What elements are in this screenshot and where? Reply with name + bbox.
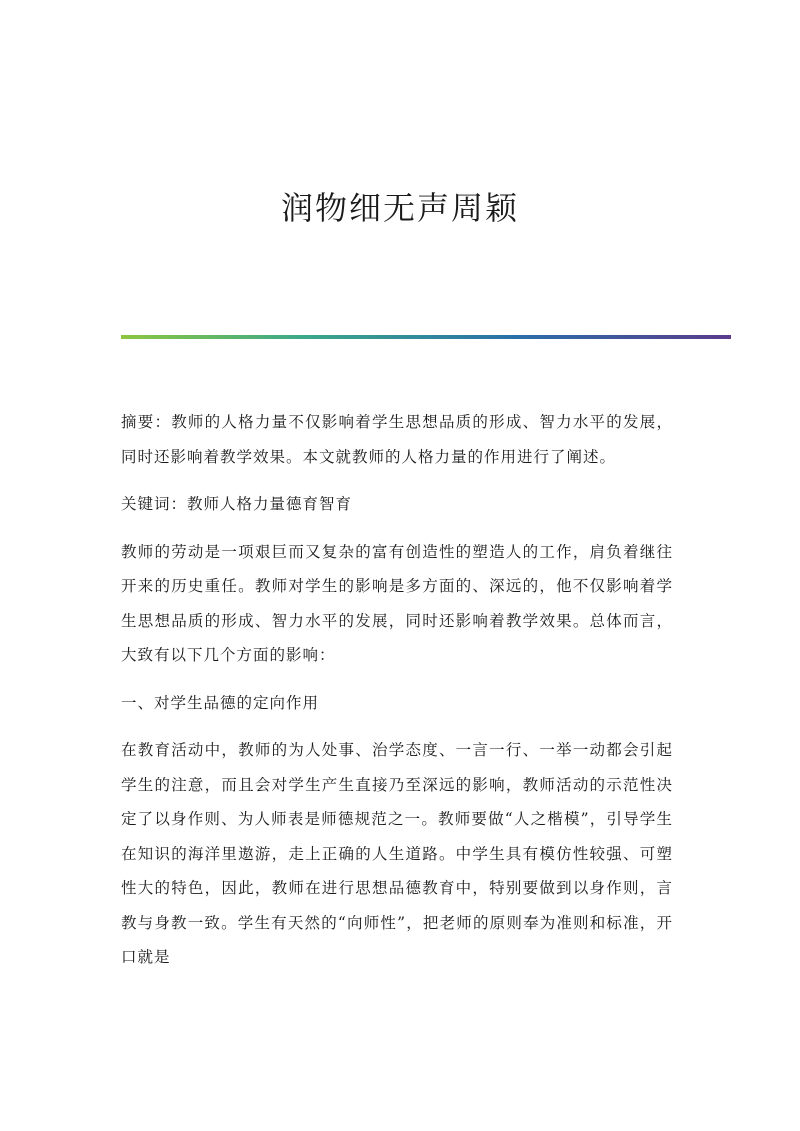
body-paragraph-1: 教师的劳动是一项艰巨而又复杂的富有创造性的塑造人的工作，肩负着继往开来的历史重任。教师对学生的影响是多方面的、深远的，他不仅影响着学生思想品质的形成、智力水平的发展，同时还影响着教学效果。总体而言，大致有以下几个方面的影响： [121,542,673,664]
body-paragraph-2: 在教育活动中，教师的为人处事、治学态度、一言一行、一举一动都会引起学生的注意，而且会对学生产生直接乃至深远的影响，教师活动的示范性决定了以身作则、为人师表是师德规范之一。教师要做“人之楷模”，引导学生在知识的海洋里遨游，走上正确的人生道路。中学生具有模仿性较强、可塑性大的特色，因此，教师在进行思想品德教育中，特别要做到以身作则，言教与身教一致。学生有天然的“向师性”，把老师的原则奉为准则和标准，开口就是 [121,741,673,966]
abstract-paragraph: 摘要：教师的人格力量不仅影响着学生思想品质的形成、智力水平的发展，同时还影响着教学效果。本文就教师的人格力量的作用进行了阐述。 [121,413,673,466]
document-title: 润物细无声周颖 [280,189,519,227]
section-heading-1: 一、对学生品德的定向作用 [121,693,320,712]
document-body [121,405,673,988]
title-divider [121,335,731,339]
keywords-line: 关键词：教师人格力量德育智育 [121,495,353,513]
